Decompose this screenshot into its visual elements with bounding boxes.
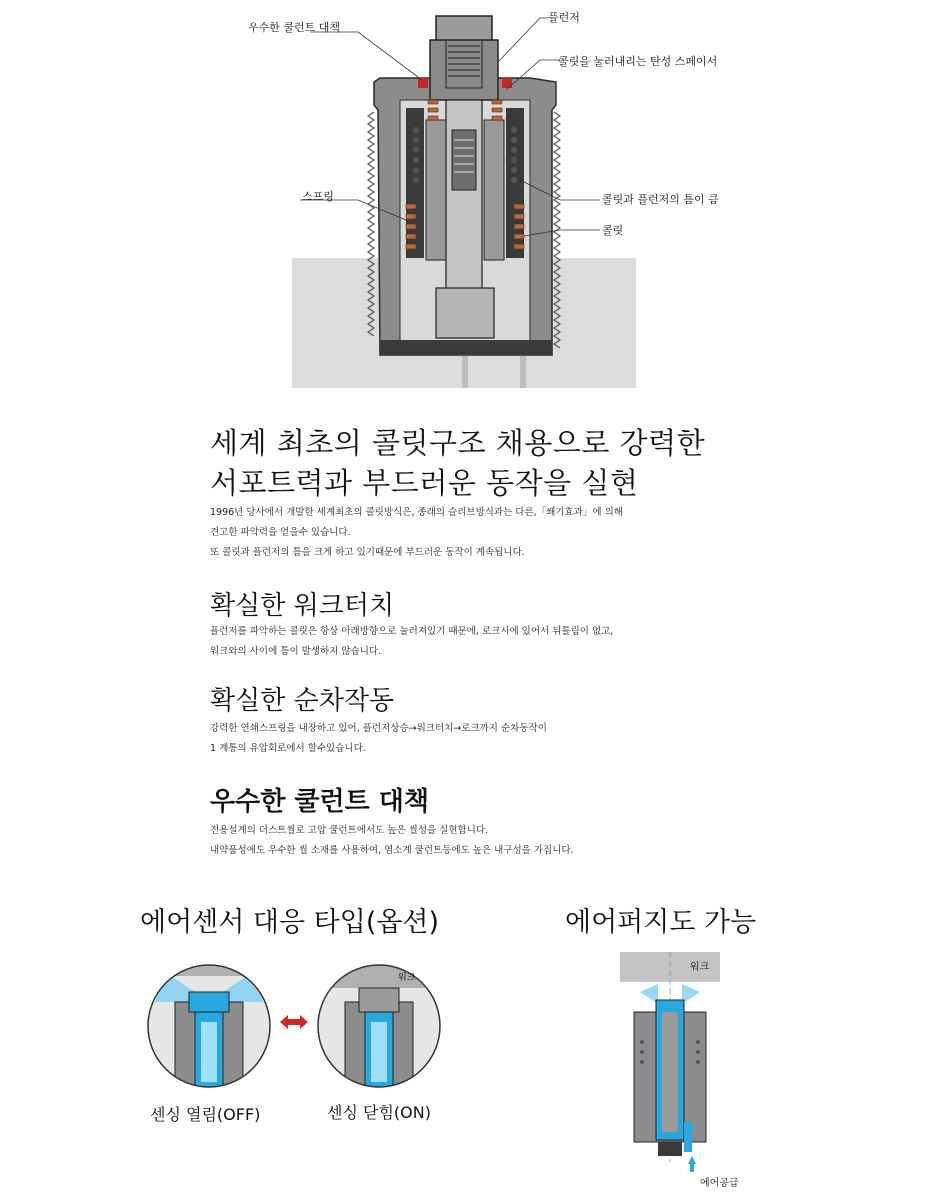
sensor-work-label: 워크 <box>398 973 416 983</box>
sensor-off-illustration <box>145 962 273 1090</box>
callout-gap: 콜릿과 플런저의 틈이 큼 <box>602 193 719 206</box>
body-line: 내약품성에도 우수한 씰 소재를 사용하여, 염소계 쿨런트등에도 높은 내구성을 가집니다. <box>210 845 574 856</box>
callout-coolant: 우수한 쿨런트 대책 <box>248 21 341 34</box>
body-line: 1996년 당사에서 개발한 세계최초의 콜릿방식은, 종래의 슬리브방식과는 다른,「쐐기효과」에 의해 <box>210 507 623 518</box>
body-line: 워크와의 사이에 틈이 발생하지 않습니다. <box>210 646 382 657</box>
body-line: 강력한 연쇄스프링을 내장하고 있어, 플런저상승→워크터치→로크까지 순차동작이 <box>210 723 547 734</box>
caption-sensor-off: 센싱 열림(OFF) <box>150 1105 261 1124</box>
purge-work-label: 워크 <box>690 962 710 973</box>
caption-sensor-on: 센싱 닫힘(ON) <box>327 1103 431 1122</box>
section-2-body <box>210 622 613 662</box>
section-1-title-line-1: 세계 최초의 콜릿구조 채용으로 강력한 <box>210 426 706 460</box>
double-arrow-icon <box>280 1013 308 1031</box>
air-purge-title: 에어퍼지도 가능 <box>565 907 757 938</box>
section-1-body <box>210 503 623 563</box>
body-line: 견고한 파악력을 얻을수 있습니다. <box>210 527 351 538</box>
sensor-on-illustration <box>315 962 443 1090</box>
purge-supply-label: 에어공급 <box>700 1178 739 1189</box>
callout-spring: 스프링 <box>302 190 334 203</box>
body-line: 전용설계의 더스트씰로 고압 쿨런트에서도 높은 씰성을 실현합니다. <box>210 825 489 836</box>
callout-collet: 콜릿 <box>602 224 624 237</box>
section-2-title: 확실한 워크터치 <box>210 591 395 621</box>
section-4-title: 우수한 쿨런트 대책 <box>210 787 430 817</box>
body-line: 1 계통의 유압회로에서 할수있습니다. <box>210 743 366 754</box>
air-purge-illustration <box>620 952 720 1172</box>
section-4-body <box>210 821 574 861</box>
section-1-title-line-2: 서포트력과 부드러운 동작을 실현 <box>210 466 639 500</box>
section-3-title: 확실한 순차작동 <box>210 686 395 716</box>
air-sensor-title: 에어센서 대응 타입(옵션) <box>140 907 440 938</box>
body-line: 또 콜릿과 플런저의 틈을 크게 하고 있기때문에 부드러운 동작이 계속됩니다. <box>210 547 525 558</box>
section-3-body <box>210 719 547 759</box>
body-line: 플런저를 파악하는 콜릿은 항상 아래방향으로 눌러져있기 때문에, 로크시에 있어서 뒤틀림이 없고, <box>210 626 614 637</box>
callout-plunger: 플런저 <box>548 11 580 24</box>
callout-spacer: 콜릿을 눌러내리는 탄성 스페이서 <box>558 55 718 68</box>
